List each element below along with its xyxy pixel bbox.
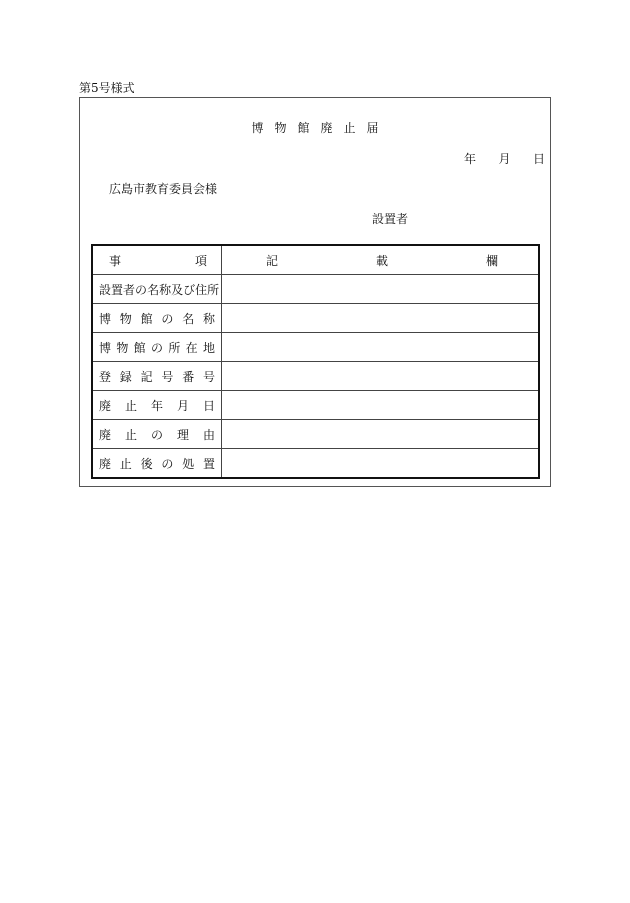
row-value-cell[interactable] [222,304,540,333]
row-label [99,339,215,356]
table-row [92,362,539,391]
row-label-char: 設 [99,282,112,297]
row-label [99,397,215,414]
row-value-cell[interactable] [222,275,540,304]
row-label-char: 月 [176,398,189,413]
row-value-cell[interactable] [222,449,540,479]
row-label-char: の [135,282,148,297]
row-label-char: 理 [176,427,189,442]
row-label-char: 録 [119,369,132,384]
row-label-char: 称 [159,282,172,297]
row-label-cell [92,304,222,333]
table-header-row [92,245,539,275]
row-label-char: 博 [99,311,112,326]
entry-header-char: 欄 [485,253,498,268]
row-label-char: 号 [161,369,174,384]
row-label-char: 者 [123,282,136,297]
row-value-cell[interactable] [222,420,540,449]
row-label-char: 在 [185,340,198,355]
row-label-char: 号 [202,369,215,384]
row-label-char: の [150,340,163,355]
entry-header-char: 記 [266,253,279,268]
row-label-char: 番 [182,369,195,384]
row-label-char: 由 [202,427,215,442]
row-label-char: 年 [150,398,163,413]
row-label-char: 記 [140,369,153,384]
row-value-cell[interactable] [222,391,540,420]
row-label-char: の [161,311,174,326]
row-label-char: 地 [202,340,215,355]
table-row [92,420,539,449]
row-label-char: 廃 [99,456,112,471]
table-row [92,333,539,362]
table-row [92,391,539,420]
row-label-char: 止 [124,398,137,413]
row-label-char: び [183,282,196,297]
row-label-char: 住 [195,282,208,297]
row-value-cell[interactable] [222,362,540,391]
row-label-char: 所 [207,282,220,297]
row-label-char: 館 [140,311,153,326]
row-label-char: 置 [202,456,215,471]
row-label-cell [92,391,222,420]
row-label [99,426,215,443]
row-label [99,310,215,327]
row-label-cell [92,420,222,449]
entry-table [91,244,540,479]
row-label-char: 止 [119,456,132,471]
row-label-cell [92,362,222,391]
row-label [99,281,220,298]
form-number: 第5号様式 [79,81,135,95]
item-header-char: 事 [109,253,122,268]
row-label-char: 後 [140,456,153,471]
row-label-char: 処 [182,456,195,471]
row-label-char: 名 [147,282,160,297]
applicant-label: 設置者 [372,212,409,226]
date-year-label: 年 [464,152,477,166]
date-day-label: 日 [532,152,545,166]
row-label-cell [92,275,222,304]
row-label-char: 止 [124,427,137,442]
addressee: 広島市教育委員会様 [109,182,218,196]
row-label-char: 廃 [99,427,112,442]
row-label-char: 物 [119,311,132,326]
row-label [99,455,215,472]
row-label-char: 廃 [99,398,112,413]
item-column-header [92,245,222,275]
row-label-char: 物 [116,340,129,355]
row-value-cell[interactable] [222,333,540,362]
row-label-char: の [161,456,174,471]
form-frame [79,97,551,487]
row-label-char: 登 [99,369,112,384]
entry-header-char: 載 [375,253,388,268]
table-row [92,275,539,304]
row-label-cell [92,333,222,362]
row-label-char: 名 [182,311,195,326]
row-label-char: 置 [111,282,124,297]
date-line [464,150,545,167]
row-label-char: 所 [168,340,181,355]
item-header-char: 項 [194,253,207,268]
row-label-char: 称 [202,311,215,326]
table-row [92,449,539,479]
date-month-label: 月 [498,152,511,166]
row-label-char: 日 [202,398,215,413]
row-label-char: 館 [133,340,146,355]
row-label-cell [92,449,222,479]
row-label-char: 及 [171,282,184,297]
row-label-char: 博 [99,340,112,355]
row-label [99,368,215,385]
form-title: 博物館廃止届 [251,121,390,135]
row-label-char: の [150,427,163,442]
entry-column-header [222,245,540,275]
table-row [92,304,539,333]
